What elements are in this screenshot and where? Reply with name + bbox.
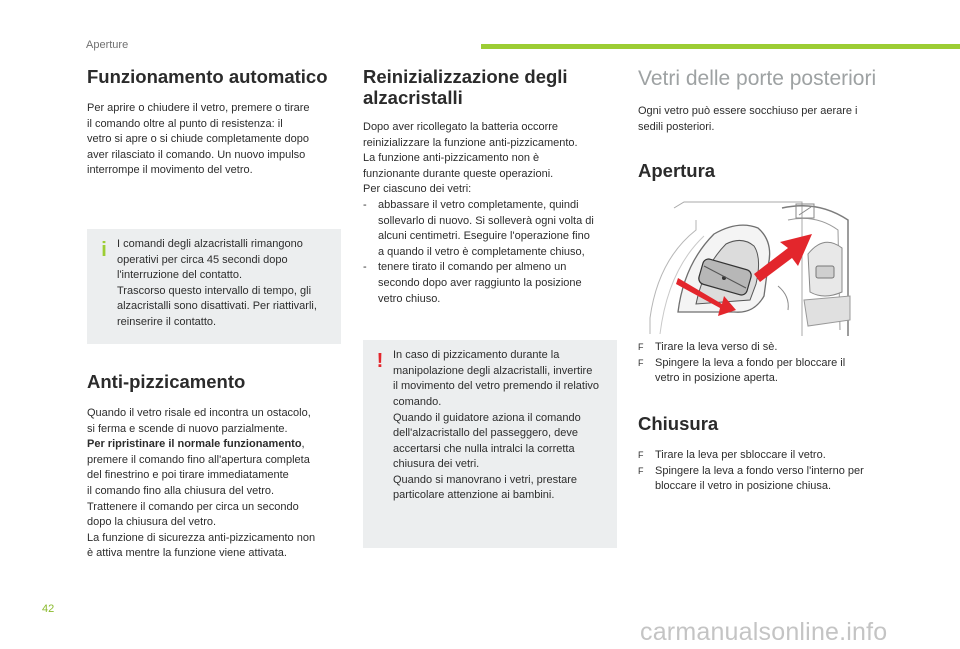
step-arrow-icon: F	[638, 357, 644, 368]
heading-automatic-operation: Funzionamento automatico	[87, 66, 328, 87]
list-item: F Spingere la leva a fondo verso l'interno per bloccare il vetro in posizione chiusa.	[638, 464, 864, 493]
list-item: - tenere tirato il comando per almeno un secondo dopo aver raggiunto la posizione vetro chiuso.	[363, 261, 582, 305]
info-icon: i	[101, 238, 107, 261]
list-item: F Tirare la leva verso di sè.	[638, 340, 892, 356]
paragraph-anti-pinch: Quando il vetro risale ed incontra un ostacolo, si ferma e scende di nuovo parzialmente. Per ripristinare il normale funzionamento, premere il comando fino all'apertura completa del finestrino e poi tirare immediatamente il comando fino alla chiusura del vetro. Trattenere il comando per circa un secondo dopo la chiusura del vetro. La funzione di sicurezza anti-pizzicamento non è attiva mentre la funzione viene attivata.	[87, 406, 316, 560]
opening-steps	[638, 340, 892, 387]
heading-reinitialization: Reinizializzazione degli alzacristalli	[363, 66, 568, 108]
step-arrow-icon: F	[638, 449, 644, 460]
section-label: Aperture	[86, 39, 129, 51]
heading-opening: Apertura	[638, 160, 716, 182]
list-item: - abbassare il vetro completamente, quindi sollevarlo di nuovo. Si solleverà ogni volta di alcuni centimetri. Eseguire l'operazione fino a quando il vetro è completamente chiuso,	[363, 198, 594, 258]
section-accent-bar	[481, 44, 960, 49]
column-right	[638, 66, 892, 495]
info-note-text: I comandi degli alzacristalli rimangono operativi per circa 45 secondi dopo l'interruzione del contatto. Trascorso questo intervallo di tempo, gli alzacristalli sono disattivati. Per riattivarli, reinserire il contatto.	[117, 237, 317, 328]
reinitialization-steps	[363, 198, 617, 307]
heading-rear-windows: Vetri delle porte posteriori	[638, 67, 877, 90]
paragraph-reinitialization: Dopo aver ricollegato la batteria occorre reinizializzare la funzione anti-pizzicamento. La funzione anti-pizzicamento non è funzionante durante queste operazioni. Per ciascuno dei vetri:	[363, 121, 578, 196]
step-arrow-icon: F	[638, 465, 644, 476]
warning-note	[363, 340, 617, 548]
column-left	[87, 66, 341, 562]
paragraph-automatic-operation: Per aprire o chiudere il vetro, premere o tirare il comando oltre al punto di resistenza: il vetro si apre o si chiude completamente dopo aver rilasciato il comando. Un nuovo impulso interrompe il movimento del vetro.	[87, 102, 310, 177]
warning-note-text: In caso di pizzicamento durante la manipolazione degli alzacristalli, invertire il movimento del vetro premendo il relativo comando. Quando il guidatore aziona il comando dell'alzacristallo del passeggero, deve accertarsi che nulla intralci la corretta chiusura dei vetri. Quando si manovrano i vetri, prestare particolare attenzione ai bambini.	[393, 349, 600, 502]
page-number: 42	[42, 603, 55, 615]
closing-steps	[638, 448, 892, 495]
info-note	[87, 229, 341, 344]
rear-window-lever-illustration	[638, 200, 892, 336]
heading-anti-pinch: Anti-pizzicamento	[87, 370, 246, 392]
warning-icon: !	[376, 350, 384, 373]
watermark: carmanualsonline.info	[640, 618, 888, 646]
list-item: F Spingere la leva a fondo per bloccare il vetro in posizione aperta.	[638, 356, 846, 385]
column-middle	[363, 66, 617, 548]
heading-closing: Chiusura	[638, 412, 719, 434]
list-item: F Tirare la leva per sbloccare il vetro.	[638, 448, 892, 464]
step-arrow-icon: F	[638, 342, 644, 353]
paragraph-rear-windows: Ogni vetro può essere socchiuso per aerare i sedili posteriori.	[638, 105, 858, 133]
